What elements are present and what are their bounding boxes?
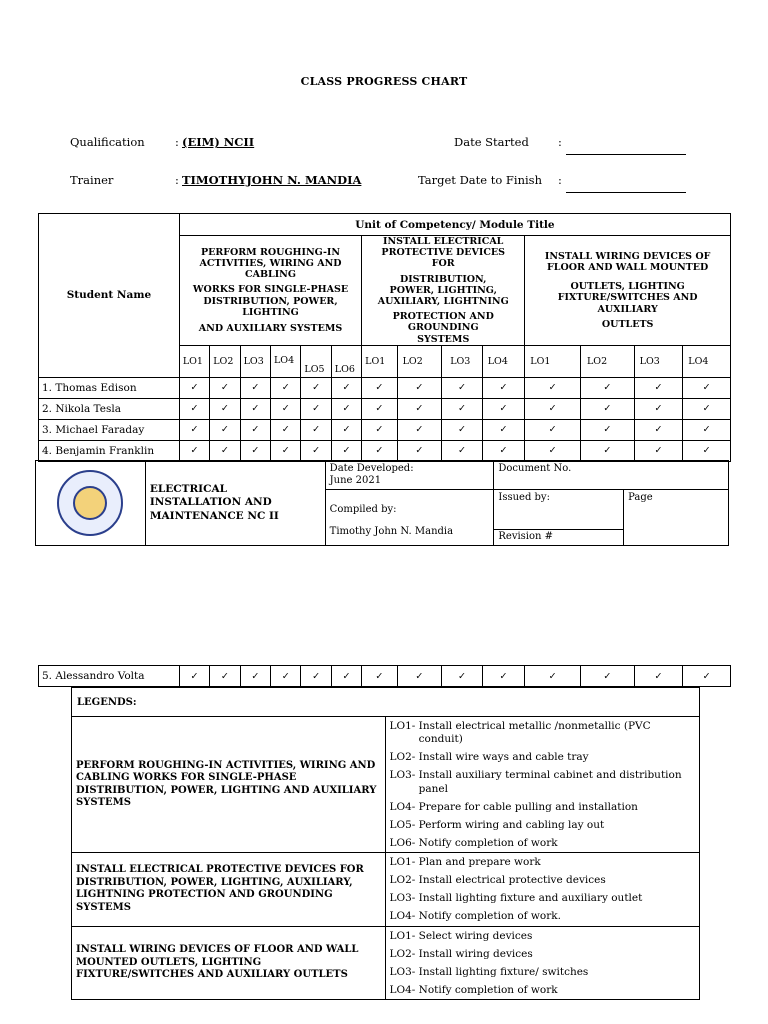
lo-check-mark[interactable]: ✓ <box>210 398 240 419</box>
lo-check-mark[interactable]: ✓ <box>442 398 483 419</box>
legend-lo-item <box>386 889 699 907</box>
lo-check-mark[interactable]: ✓ <box>271 666 301 687</box>
legend-lo-text: Install auxiliary terminal cabinet and distribution panel <box>418 769 682 795</box>
legend-lo-text: Prepare for cable pulling and installation <box>418 800 638 813</box>
lo-check-mark[interactable]: ✓ <box>271 398 301 419</box>
target-date-colon: : <box>558 173 562 187</box>
module-title-line2: INSTALLATION AND <box>149 496 272 509</box>
legend-lo-item <box>386 945 699 963</box>
legend-lo-list <box>385 717 699 853</box>
lo-check-mark[interactable]: ✓ <box>580 440 634 461</box>
student-name: 5. Alessandro Volta <box>39 666 180 687</box>
lo-header: LO1 <box>525 345 581 377</box>
unit1-line3: AND AUXILIARY SYSTEMS <box>198 322 343 334</box>
lo-check-mark[interactable]: ✓ <box>331 666 361 687</box>
lo-check-mark[interactable]: ✓ <box>442 440 483 461</box>
lo-check-mark[interactable]: ✓ <box>362 440 397 461</box>
lo-check-mark[interactable]: ✓ <box>331 440 361 461</box>
document-no-label: Document No. <box>494 461 729 490</box>
student-name: 1. Thomas Edison <box>39 377 180 398</box>
page-label: Page <box>624 490 729 546</box>
lo-check-mark[interactable]: ✓ <box>525 377 581 398</box>
legend-lo-text: Select wiring devices <box>418 929 533 942</box>
lo-check-mark[interactable]: ✓ <box>362 666 397 687</box>
lo-check-mark[interactable]: ✓ <box>580 377 634 398</box>
legend-lo-code: LO1- <box>389 929 419 942</box>
lo-check-mark[interactable]: ✓ <box>210 666 240 687</box>
unit1-line1: PERFORM ROUGHING-IN ACTIVITIES, WIRING AND CABLING <box>199 246 342 281</box>
lo-check-mark[interactable]: ✓ <box>301 419 331 440</box>
lo-check-mark[interactable]: ✓ <box>683 419 731 440</box>
issued-by-label: Issued by: <box>494 490 624 530</box>
lo-header: LO4 <box>482 345 525 377</box>
student-row <box>39 419 731 440</box>
compiled-by-cell <box>325 490 494 546</box>
lo-header: LO4 <box>683 345 731 377</box>
legend-lo-code: LO6- <box>389 836 419 849</box>
qualification-value: (EIM) NCII <box>182 135 255 149</box>
legend-lo-code: LO3- <box>389 965 419 978</box>
legend-group-title: PERFORM ROUGHING-IN ACTIVITIES, WIRING AND CABLING WORKS FOR SINGLE-PHASE DISTRIBUTION, POWER, LIGHTING AND AUXILIARY SYSTEMS <box>72 717 386 853</box>
lo-check-mark[interactable]: ✓ <box>271 419 301 440</box>
lo-header: LO4 <box>271 345 301 377</box>
module-title <box>145 461 325 546</box>
lo-check-mark[interactable]: ✓ <box>683 440 731 461</box>
lo-check-mark[interactable]: ✓ <box>179 440 209 461</box>
legends-table <box>71 687 700 1000</box>
module-title-line3: MAINTENANCE NC II <box>149 509 279 522</box>
lo-check-mark[interactable]: ✓ <box>525 440 581 461</box>
lo-check-mark[interactable]: ✓ <box>240 440 270 461</box>
date-started-blank[interactable] <box>566 136 686 155</box>
legend-lo-list <box>385 853 699 927</box>
student-rows <box>39 377 731 461</box>
legend-group-title: INSTALL WIRING DEVICES OF FLOOR AND WALL MOUNTED OUTLETS, LIGHTING FIXTURE/SWITCHES AND AUXILIARY OUTLETS <box>72 926 386 1000</box>
lo-check-mark[interactable]: ✓ <box>240 666 270 687</box>
legend-lo-text: Install electrical protective devices <box>418 874 606 887</box>
date-started-label: Date Started <box>454 135 529 149</box>
lo-check-mark[interactable]: ✓ <box>331 398 361 419</box>
legend-lo-code: LO5- <box>389 818 419 831</box>
legend-lo-code: LO4- <box>389 800 419 813</box>
lo-check-mark[interactable]: ✓ <box>634 398 683 419</box>
lo-header: LO5 <box>301 345 331 377</box>
unit2-line1: INSTALL ELECTRICAL PROTECTIVE DEVICES FOR <box>381 236 505 270</box>
lo-check-mark[interactable]: ✓ <box>634 666 683 687</box>
lo-check-mark[interactable]: ✓ <box>580 419 634 440</box>
date-started-colon: : <box>558 135 562 149</box>
legend-lo-item <box>386 853 699 871</box>
trainer-label: Trainer <box>70 173 114 187</box>
legend-lo-text: Plan and prepare work <box>418 856 541 868</box>
lo-check-mark[interactable]: ✓ <box>683 666 731 687</box>
lo-check-mark[interactable]: ✓ <box>210 377 240 398</box>
date-developed-value: June 2021 <box>329 475 382 486</box>
legend-lo-code: LO4- <box>389 983 419 996</box>
legend-lo-code: LO3- <box>389 769 419 782</box>
lo-check-mark[interactable]: ✓ <box>240 398 270 419</box>
lo-check-mark[interactable]: ✓ <box>362 419 397 440</box>
lo-check-mark[interactable]: ✓ <box>442 419 483 440</box>
legend-group <box>72 717 700 853</box>
unit3-line1: INSTALL WIRING DEVICES OF FLOOR AND WALL MOUNTED <box>544 250 711 273</box>
lo-check-mark[interactable]: ✓ <box>525 419 581 440</box>
lo-check-mark[interactable]: ✓ <box>482 377 525 398</box>
unit1-line2: WORKS FOR SINGLE-PHASE DISTRIBUTION, POWER, LIGHTING <box>192 284 349 318</box>
lo-check-mark[interactable]: ✓ <box>525 398 581 419</box>
uoc-header: Unit of Competency/ Module Title <box>179 214 730 236</box>
document-footer <box>35 460 729 546</box>
lo-check-mark[interactable]: ✓ <box>580 666 634 687</box>
module-title-line1: ELECTRICAL <box>149 483 227 496</box>
deped-seal-logo <box>57 470 123 536</box>
legend-lo-code: LO1- <box>389 856 419 868</box>
lo-check-mark[interactable]: ✓ <box>397 419 442 440</box>
legend-lo-item <box>386 816 699 834</box>
lo-header: LO3 <box>634 345 683 377</box>
lo-header: LO2 <box>397 345 442 377</box>
legend-lo-item <box>386 963 699 981</box>
legend-lo-item <box>386 981 699 999</box>
unit2-line2: DISTRIBUTION, POWER, LIGHTING, AUXILIARY, LIGHTNING <box>377 273 509 308</box>
legend-lo-code: LO4- <box>389 910 419 923</box>
page-title: CLASS PROGRESS CHART <box>300 75 468 88</box>
legend-lo-text: Perform wiring and cabling lay out <box>418 818 605 831</box>
lo-check-mark[interactable]: ✓ <box>362 377 397 398</box>
legend-lo-text: Notify completion of work <box>418 983 558 996</box>
legend-group <box>72 926 700 1000</box>
lo-check-mark[interactable]: ✓ <box>331 419 361 440</box>
legend-lo-item <box>386 766 699 797</box>
target-date-blank[interactable] <box>566 174 686 193</box>
lo-check-mark[interactable]: ✓ <box>525 666 581 687</box>
lo-check-mark[interactable]: ✓ <box>397 377 442 398</box>
legend-lo-code: LO2- <box>389 874 419 887</box>
lo-header: LO1 <box>179 345 209 377</box>
lo-check-mark[interactable]: ✓ <box>179 377 209 398</box>
legend-lo-text: Install wire ways and cable tray <box>418 751 589 764</box>
lo-check-mark[interactable]: ✓ <box>362 398 397 419</box>
lo-check-mark[interactable]: ✓ <box>634 440 683 461</box>
progress-table-continued <box>38 665 731 687</box>
student-row <box>39 440 731 461</box>
student-name: 4. Benjamin Franklin <box>39 440 180 461</box>
lo-check-mark[interactable]: ✓ <box>271 440 301 461</box>
legend-lo-item <box>386 927 699 945</box>
lo-header: LO2 <box>580 345 634 377</box>
lo-check-mark[interactable]: ✓ <box>482 419 525 440</box>
lo-check-mark[interactable]: ✓ <box>301 377 331 398</box>
legend-lo-item <box>386 748 699 766</box>
lo-check-mark[interactable]: ✓ <box>482 440 525 461</box>
legend-lo-code: LO2- <box>389 947 419 960</box>
legend-lo-text: Install lighting fixture/ switches <box>418 965 589 978</box>
lo-check-mark[interactable]: ✓ <box>210 440 240 461</box>
compiled-by-label: Compiled by: <box>329 504 397 515</box>
progress-table <box>38 213 731 462</box>
lo-check-mark[interactable]: ✓ <box>331 377 361 398</box>
unit2-line3: PROTECTION AND GROUNDING SYSTEMS <box>392 311 494 345</box>
lo-header: LO1 <box>362 345 397 377</box>
lo-check-mark[interactable]: ✓ <box>482 398 525 419</box>
legend-lo-text: Install wiring devices <box>418 947 533 960</box>
trainer-value: TIMOTHYJOHN N. MANDIA <box>182 173 362 187</box>
legend-lo-list <box>385 926 699 1000</box>
lo-header: LO2 <box>210 345 240 377</box>
lo-check-mark[interactable]: ✓ <box>397 440 442 461</box>
legend-lo-item <box>386 798 699 816</box>
legend-lo-item <box>386 834 699 852</box>
legend-lo-item <box>386 871 699 889</box>
student-row <box>39 398 731 419</box>
lo-check-mark[interactable]: ✓ <box>271 377 301 398</box>
legend-lo-text: Notify completion of work <box>418 836 558 849</box>
lo-check-mark[interactable]: ✓ <box>442 666 483 687</box>
lo-check-mark[interactable]: ✓ <box>240 419 270 440</box>
lo-check-mark[interactable]: ✓ <box>634 377 683 398</box>
date-developed-cell <box>325 461 494 490</box>
student-name: 3. Michael Faraday <box>39 419 180 440</box>
lo-check-mark[interactable]: ✓ <box>179 398 209 419</box>
lo-header: LO3 <box>442 345 483 377</box>
lo-header: LO6 <box>331 345 361 377</box>
legend-lo-text: Install electrical metallic /nonmetallic (PVC conduit) <box>418 720 651 746</box>
legend-group-title: INSTALL ELECTRICAL PROTECTIVE DEVICES FOR DISTRIBUTION, POWER, LIGHTING, AUXILIARY, LIGHTNING PROTECTION AND GROUNDING SYSTEMS <box>72 853 386 927</box>
lo-check-mark[interactable]: ✓ <box>179 419 209 440</box>
lo-check-mark[interactable]: ✓ <box>482 666 525 687</box>
legend-lo-code: LO2- <box>389 751 419 764</box>
lo-check-mark[interactable]: ✓ <box>179 666 209 687</box>
lo-check-mark[interactable]: ✓ <box>301 440 331 461</box>
legend-lo-code: LO3- <box>389 892 419 905</box>
legend-groups <box>72 717 700 1000</box>
lo-check-mark[interactable]: ✓ <box>442 377 483 398</box>
student5-row <box>39 666 731 687</box>
qualification-label: Qualification <box>70 135 145 149</box>
date-developed-label: Date Developed: <box>329 463 414 474</box>
lo-header: LO3 <box>240 345 270 377</box>
lo-check-mark[interactable]: ✓ <box>240 377 270 398</box>
legends-header: LEGENDS: <box>72 688 700 717</box>
target-date-label: Target Date to Finish <box>418 173 542 187</box>
unit3-line2: OUTLETS, LIGHTING FIXTURE/SWITCHES AND AUXILIARY <box>557 281 698 315</box>
student-row <box>39 666 731 687</box>
unit1-header <box>179 236 361 346</box>
legend-lo-code: LO1- <box>389 720 419 732</box>
student-name-header: Student Name <box>39 214 180 378</box>
lo-check-mark[interactable]: ✓ <box>683 398 731 419</box>
legend-lo-item <box>386 717 699 748</box>
revision-label: Revision # <box>494 530 624 546</box>
deped-seal-cell <box>36 461 146 546</box>
unit3-header <box>525 236 731 346</box>
trainer-colon: : <box>175 173 179 187</box>
lo-check-mark[interactable]: ✓ <box>397 398 442 419</box>
qualification-colon: : <box>175 135 179 149</box>
lo-check-mark[interactable]: ✓ <box>301 398 331 419</box>
legend-lo-text: Install lighting fixture and auxiliary outlet <box>418 892 643 905</box>
student-name: 2. Nikola Tesla <box>39 398 180 419</box>
unit2-header <box>362 236 525 346</box>
compiled-by-value: Timothy John N. Mandia <box>329 526 454 537</box>
legend-lo-item <box>386 907 699 925</box>
lo-check-mark[interactable]: ✓ <box>634 419 683 440</box>
lo-check-mark[interactable]: ✓ <box>301 666 331 687</box>
lo-check-mark[interactable]: ✓ <box>580 398 634 419</box>
student-row <box>39 377 731 398</box>
lo-check-mark[interactable]: ✓ <box>683 377 731 398</box>
lo-check-mark[interactable]: ✓ <box>210 419 240 440</box>
unit3-line3: OUTLETS <box>601 318 654 330</box>
legend-group <box>72 853 700 927</box>
lo-check-mark[interactable]: ✓ <box>397 666 442 687</box>
legend-lo-text: Notify completion of work. <box>418 910 561 923</box>
